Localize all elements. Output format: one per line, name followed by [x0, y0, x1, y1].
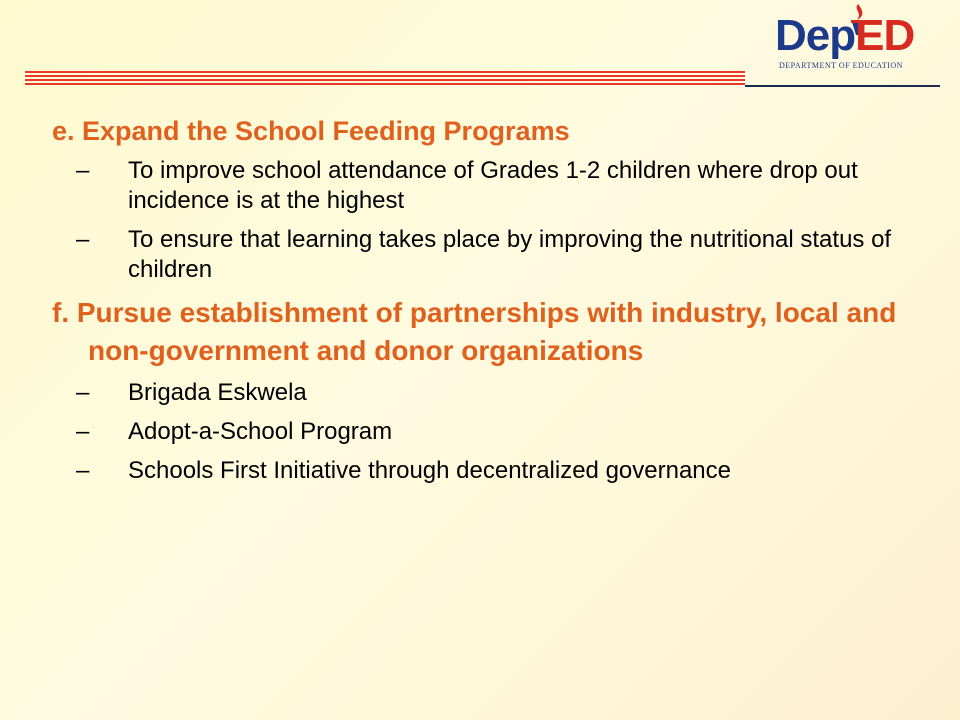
bullet-item: [52, 378, 932, 408]
header-rule: [25, 79, 745, 81]
bullet-text: Brigada Eskwela: [128, 379, 307, 406]
bullet-item: [52, 417, 932, 447]
bullet-text: To improve school attendance of Grades 1-2 children where drop out incidence is at the highest: [128, 157, 858, 214]
dash-marker: –: [76, 379, 90, 406]
dash-marker: –: [76, 157, 90, 184]
bullet-list-e: [52, 156, 932, 285]
bullet-list-f: [52, 378, 932, 486]
logo-subtitle: DEPARTMENT OF EDUCATION: [779, 61, 903, 70]
bullet-item: [52, 456, 932, 486]
bullet-text: Schools First Initiative through decentralized governance: [128, 457, 731, 484]
header-rule-dark: [745, 85, 940, 87]
slide-content: [52, 112, 932, 495]
logo-dep: Dep: [775, 11, 856, 60]
dash-marker: –: [76, 457, 90, 484]
logo-ed: ED: [855, 11, 915, 60]
bullet-item: [52, 225, 932, 285]
header-rule: [25, 83, 745, 85]
bullet-item: [52, 156, 932, 216]
header-rule: [25, 75, 745, 77]
bullet-text: Adopt-a-School Program: [128, 418, 393, 445]
dash-marker: –: [76, 226, 90, 253]
bullet-text: To ensure that learning takes place by improving the nutritional status of children: [128, 226, 892, 283]
header-rule: [25, 71, 745, 73]
section-heading-f: f. Pursue establishment of partnerships with industry, local and non-government and donor organizations: [52, 297, 897, 366]
section-heading-e: e. Expand the School Feeding Programs: [52, 116, 570, 146]
dash-marker: –: [76, 418, 90, 445]
logo-wordmark: [775, 11, 915, 60]
deped-logo: [775, 0, 950, 80]
